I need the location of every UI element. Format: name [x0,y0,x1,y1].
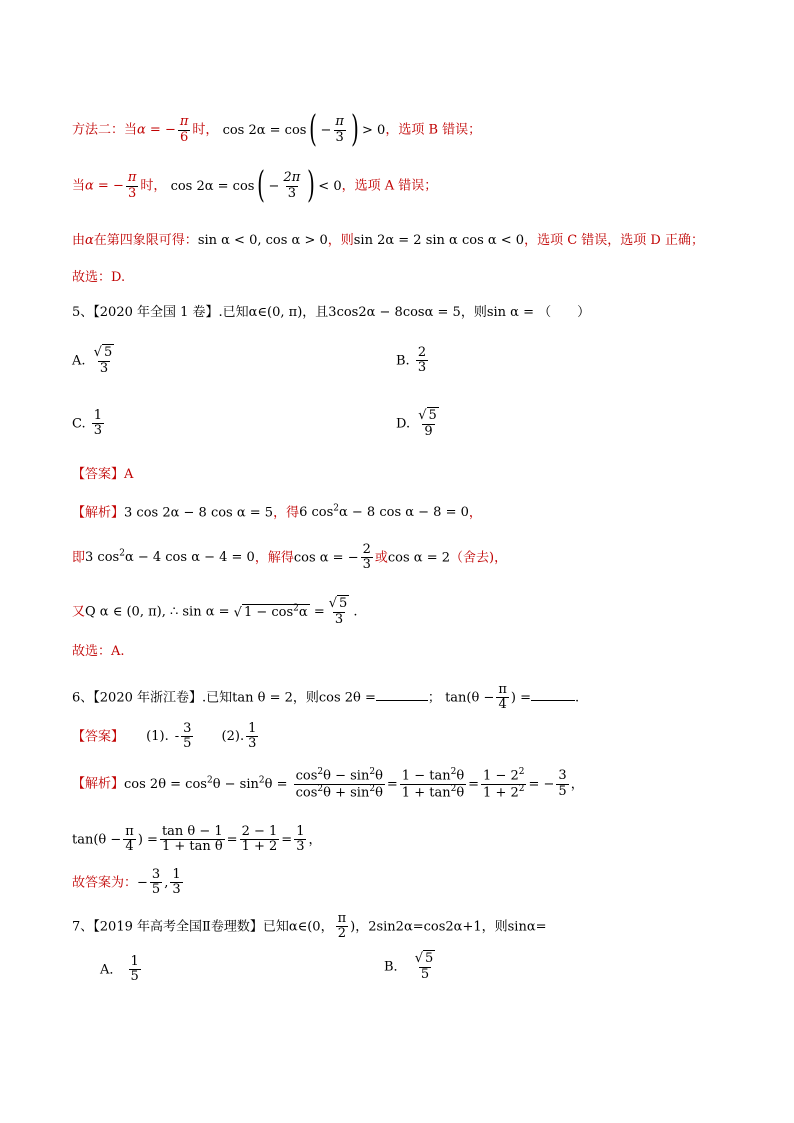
text: ，解得 [254,550,294,566]
text: ； [427,690,441,706]
denominator: 3 [296,839,305,855]
comma: , [164,875,169,891]
exponent: 2 [450,783,457,794]
denominator: 1 + 2 [241,839,278,855]
numerator: 2 [362,542,371,557]
denominator: 6 [179,129,189,145]
equals: = [226,832,238,848]
fraction-3-over-5 [181,722,193,752]
denominator: 3 [417,360,427,376]
expression: cos 2θ = [318,690,376,706]
radicand: 5 [103,345,113,360]
equation [85,550,255,565]
q5-analysis-1 [0,505,794,519]
text: . [575,690,580,706]
right-paren: ) [351,109,359,150]
q5-answer [0,468,794,481]
neg-sign: − [320,122,332,138]
fraction-sqrt5-over-5 [413,952,438,982]
exponent: 2 [119,548,125,559]
fraction-1-over-3 [170,868,182,898]
term: 1 − tan [401,768,451,784]
text: ，则 [292,690,319,706]
exponent: 2 [518,783,525,794]
equals: = [386,776,398,792]
numerator: 2 − 1 [241,824,278,839]
equals: = [281,832,293,848]
method2-tail: ，选项 B 错误； [385,122,482,138]
numerator: 3 [183,721,192,736]
text: （舍去)， [450,550,508,566]
text: 或 [374,550,388,566]
cos2a-text: cos 2α = cos [170,178,255,194]
answer-blank-1[interactable] [376,700,428,701]
term: ) = [137,832,158,848]
denominator: 3 [99,360,109,376]
denominator: 3 [362,557,371,573]
fraction-numeric [481,768,526,800]
text: 5、【2020 年全国 1 卷】.已知 [72,305,249,320]
exponent: 2 [518,767,525,777]
condition: α∈(0， [288,919,334,935]
sqrt: √ 5 [328,596,348,611]
fraction-1-over-3 [246,722,258,752]
radicand: 5 [428,408,437,423]
term: θ [375,768,383,784]
text: ，得 [273,505,300,521]
term: cos 2θ = cos [124,776,207,792]
numerator: 2 [417,345,427,360]
text: 由 [72,233,86,248]
text: 6、【2020 年浙江卷】.已知 [72,690,233,706]
sqrt: √ $1 - \cos^2\alpha$ [233,603,308,621]
text: 又 [72,604,86,620]
fraction-sqrt5-over-3 [327,597,352,627]
condition: )， [350,919,369,935]
q5-final [0,645,794,658]
q7-stem [0,912,794,942]
numerator: 3 [151,867,161,882]
numerator: π [498,682,507,697]
numerator: 1 [296,824,305,839]
comma: ， [308,832,322,848]
fraction-1-over-3 [92,409,104,439]
right-paren: ) [307,165,316,206]
neg-sign: - [174,729,180,745]
method2-line [0,109,794,150]
denominator: 5 [183,736,192,752]
fraction-cos-sin [294,768,385,800]
line3 [0,234,794,247]
fraction-2-over-3 [361,543,373,573]
fraction-1-over-5 [129,955,141,985]
equation: cos α = 2 [387,550,451,566]
numerator: 1 [93,408,103,423]
fraction-numeric [240,825,280,855]
alpha-expr: α = − [85,178,124,194]
q5-analysis-3 [0,597,794,627]
equation: cos α = − [293,550,359,566]
cos2a-text: cos 2α = cos [222,122,307,138]
fraction-2pi-over-3 [281,171,302,201]
equation: 2sin2α=cos2α+1 [368,919,482,935]
option-label: A. [72,353,86,369]
lt0-text: < 0 [318,178,342,194]
fraction-pi-over-3 [333,115,346,145]
exponent: 2 [317,783,324,794]
term: 3 cos [85,550,120,566]
term: θ [456,768,465,784]
exponent: 2 [206,775,213,786]
term: cos [295,784,318,800]
fraction-pi-over-6 [178,115,191,145]
equals: = [468,776,480,792]
q5-analysis-2 [0,543,794,573]
denominator: 3 [334,611,344,627]
q6-answer [0,722,794,752]
sqrt: √ 5 [93,345,113,360]
q5-option-a [72,346,118,376]
question: sinα= [507,919,547,935]
answer-tag: 【答案】 [72,729,125,745]
q5-option-b [396,346,430,376]
sqrt: √ 5 [414,951,434,966]
shi-text: 时， [192,122,219,138]
radicand: 5 [339,596,348,611]
denominator: 2 [337,926,346,942]
term: θ [375,784,383,800]
equation [299,505,469,520]
comma: ， [570,776,584,792]
term: 1 − 2 [483,768,519,784]
text: ，且 [302,305,329,320]
denominator: 3 [248,736,257,752]
neg-sign: − [268,178,280,194]
condition: sin α < 0, cos α > 0 [197,233,328,248]
fraction-pi-over-3 [126,171,139,201]
numerator: 2π [283,170,301,186]
term: θ − sin [212,776,259,792]
term: θ + sin [323,784,370,800]
denominator: 4 [125,839,134,855]
denominator: 3 [127,185,137,201]
numerator: π [179,114,189,130]
exponent: 2 [450,767,457,777]
analysis-tag: 【解析】 [72,776,125,792]
denominator: 4 [498,697,507,713]
left-paren: ( [309,109,318,150]
condition: tan θ = 2 [232,690,293,706]
q7-option-a [100,955,143,985]
text: 7、【2019 年高考全国Ⅱ卷理数】已知 [72,919,289,935]
left-paren: ( [257,165,266,206]
fraction-2-over-3 [416,346,428,376]
q5-option-c [72,409,106,439]
method2-prefix: 方法二：当 [72,122,138,138]
denominator: 5 [151,882,161,898]
analysis-tag: 【解析】 [72,505,125,521]
expression: sin 2α = 2 sin α cos α < 0 [353,233,525,248]
fraction-3-over-5 [150,868,162,898]
condition: α∈(0, π) [248,305,303,320]
term: θ [456,784,465,800]
fraction-pi-over-2 [336,912,349,942]
term: α − 4 cos α − 4 = 0 [124,550,255,566]
q7-option-b [384,952,439,982]
answer-label: (2). [221,729,245,745]
denominator: 9 [424,423,433,439]
answer-value: A [124,467,134,482]
final-text: 故选：A. [72,644,125,659]
line4-conclusion [0,271,794,284]
term: α − 8 cos α − 8 = 0 [339,505,469,521]
denominator: 5 [420,966,430,982]
exponent: 2 [293,603,299,614]
term: 6 cos [299,505,334,521]
fraction-tan-formula [160,825,225,855]
exponent: 2 [333,504,339,514]
line2-tail: ，选项 A 错误； [341,178,438,194]
alpha-expr: α = − [137,122,176,138]
equals: = [313,604,325,620]
denominator: 3 [335,129,344,145]
equation: 3 cos 2α − 8 cos α = 5 [124,505,274,521]
text: ，则 [481,919,508,935]
fraction-pi-over-4 [123,825,136,855]
text: 即 [72,550,86,566]
text: ，则 [460,305,487,320]
numerator: π [335,114,344,130]
alpha: α [85,233,94,248]
term: θ − sin [323,768,370,784]
fraction-pi-over-4 [496,683,509,713]
term: 1 + tan [401,784,451,800]
fraction-3-over-5 [556,769,568,799]
neg-sign: − [137,875,148,891]
text: ，选项 C 错误，选项 D 正确； [524,233,704,248]
numerator: 1 [130,954,139,969]
text: 在第四象限可得： [93,233,198,248]
option-label: C. [72,416,86,432]
question: sin α = （ ） [486,305,591,320]
option-label: D. [396,416,411,432]
q5-option-d [396,409,443,439]
equation: Q α ∈ (0, π), ∴ sin α = [85,604,230,620]
denominator: 5 [558,783,567,799]
option-label: B． [384,959,407,975]
radicand: 5 [425,951,434,966]
equals-neg: = − [528,776,555,792]
q6-final [0,868,794,898]
line2 [0,165,794,206]
numerator: tan θ − 1 [161,824,223,839]
cos-expr [222,109,386,150]
answer-label: (1). [146,729,169,745]
exponent: 2 [369,767,376,777]
denominator: 3 [172,882,181,898]
conclusion-text: 故选：D. [72,270,126,285]
q5-stem [0,306,794,319]
exponent: 2 [369,783,376,794]
option-label: B. [396,353,410,369]
exponent: 2 [317,767,324,777]
option-label: A． [100,962,123,978]
numerator: π [337,911,347,926]
expression: tan(θ − [445,690,495,706]
q6-analysis-2 [0,825,794,855]
term: 1 + 2 [483,784,519,800]
equation: 3cos2α − 8cosα = 5 [328,305,461,320]
q6-analysis-1 [0,768,794,800]
numerator: 1 [172,867,181,882]
text: 故答案为： [72,875,138,891]
shi-text: 时， [140,178,167,194]
expression: ) = [510,690,532,706]
term: cos [295,768,318,784]
denominator: 3 [93,423,103,439]
sqrt: √ 5 [418,408,437,423]
numerator: 3 [558,768,567,784]
numerator: 1 [248,721,257,736]
fraction-1-over-3 [294,825,306,855]
answer-blank-2[interactable] [531,700,575,701]
q6-stem [0,683,794,713]
numerator: π [125,824,134,839]
answer-tag: 【答案】 [72,467,125,482]
period: . [353,604,358,620]
text: ， [468,505,482,521]
gt0-text: > 0 [362,122,386,138]
fraction-sqrt5-over-3 [92,346,117,376]
fraction-sqrt5-over-9 [416,409,441,439]
denominator: 3 [287,185,296,201]
fraction-tan [400,768,466,800]
term: 1 − cos [243,605,294,621]
term: α [298,605,308,621]
line2-prefix: 当 [72,178,86,194]
denominator: 1 + tan θ [161,839,223,855]
exponent: 2 [258,775,265,786]
term: θ = [264,776,288,792]
term: tan(θ − [72,832,122,848]
text: ，则 [327,233,354,248]
numerator: π [127,170,137,186]
denominator: 5 [130,969,139,985]
